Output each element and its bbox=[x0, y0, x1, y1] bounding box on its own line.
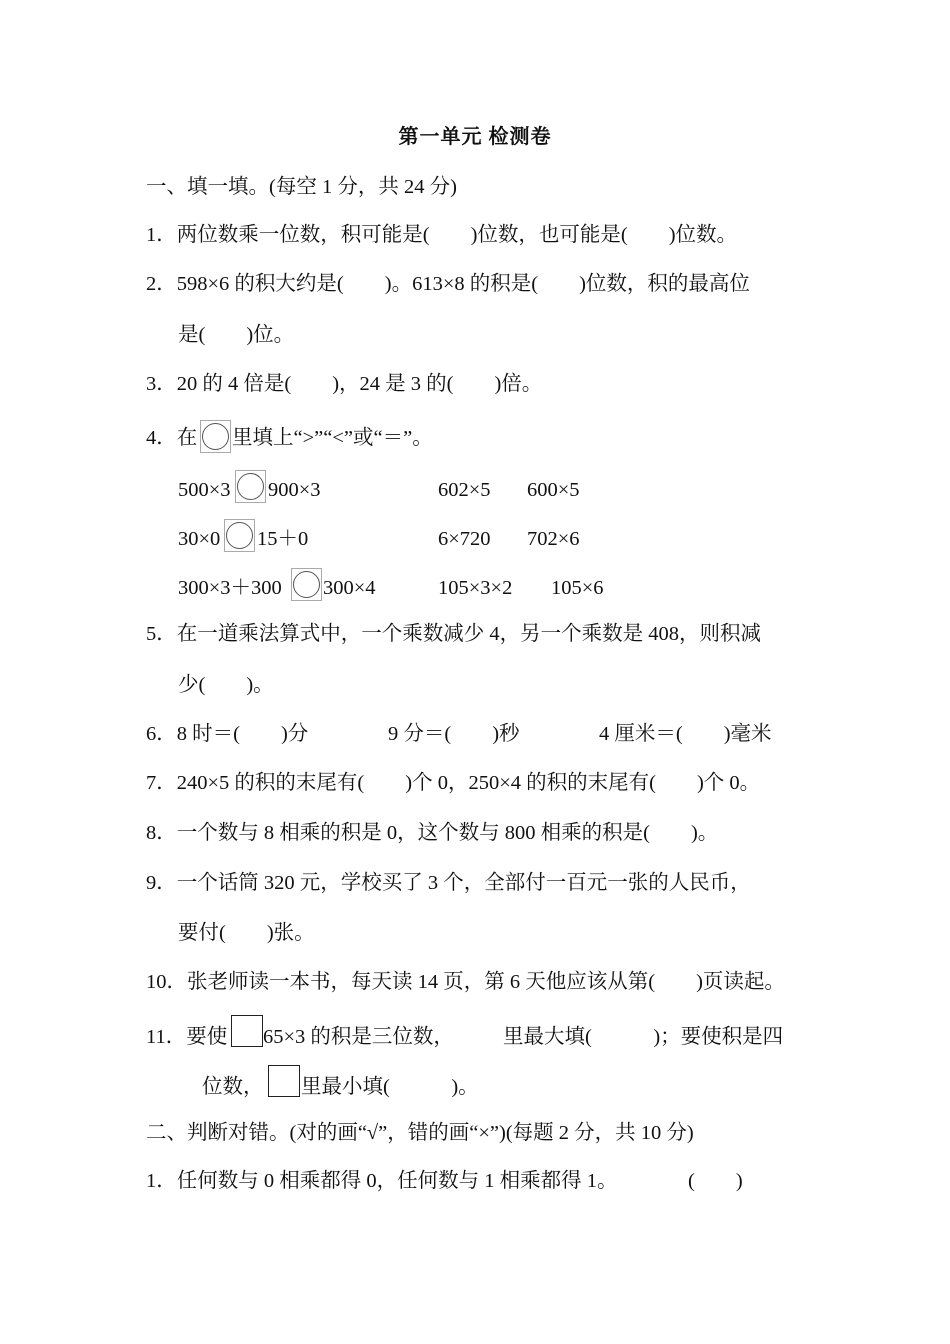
question-11-mid: 65×3 的积是三位数， bbox=[263, 1026, 454, 1048]
question-5-line1: 5．在一道乘法算式中，一个乘数减少 4，另一个乘数是 408，则积减 bbox=[146, 623, 761, 645]
question-6-part-b: 9 分＝( )秒 bbox=[388, 723, 520, 745]
compare-right-a: 602×5 bbox=[438, 479, 491, 501]
compare-left-a: 500×3 bbox=[178, 479, 231, 501]
judge-question-1: 1．任何数与 0 相乘都得 0，任何数与 1 相乘都得 1。 bbox=[146, 1170, 618, 1192]
question-6-part-c: 4 厘米＝( )毫米 bbox=[599, 723, 772, 745]
judge-answer-paren[interactable]: ( ) bbox=[688, 1170, 743, 1192]
question-11-line2-end: 里最小填( )。 bbox=[301, 1076, 479, 1098]
compare-right-a: 105×3×2 bbox=[438, 577, 513, 599]
question-3: 3．20 的 4 倍是( )，24 是 3 的( )倍。 bbox=[146, 373, 543, 395]
section1-heading: 一、填一填。(每空 1 分，共 24 分) bbox=[146, 176, 457, 198]
compare-right-b: 702×6 bbox=[527, 528, 580, 550]
answer-box-input[interactable] bbox=[268, 1065, 300, 1097]
answer-circle-input[interactable] bbox=[237, 473, 264, 500]
blank-circle-icon bbox=[202, 423, 229, 450]
question-4-instruction: 里填上“>”“<”或“＝”。 bbox=[232, 427, 433, 449]
answer-circle-input[interactable] bbox=[293, 571, 320, 598]
answer-box-input[interactable] bbox=[231, 1015, 263, 1047]
question-4-prefix: 4．在 bbox=[146, 427, 198, 449]
answer-circle-input[interactable] bbox=[226, 522, 253, 549]
question-2-line2: 是( )位。 bbox=[178, 324, 295, 346]
question-11-line2-start: 位数， bbox=[202, 1076, 264, 1098]
question-9-line2: 要付( )张。 bbox=[178, 922, 315, 944]
compare-right-a: 6×720 bbox=[438, 528, 491, 550]
compare-left-a: 30×0 bbox=[178, 528, 221, 550]
compare-left-b: 300×4 bbox=[323, 577, 376, 599]
section2-heading: 二、判断对错。(对的画“√”，错的画“×”)(每题 2 分，共 10 分) bbox=[146, 1122, 694, 1144]
compare-left-a: 300×3＋300 bbox=[178, 577, 282, 599]
page-title: 第一单元 检测卷 bbox=[398, 126, 552, 148]
compare-left-b: 15＋0 bbox=[257, 528, 309, 550]
question-5-line2: 少( )。 bbox=[178, 674, 274, 696]
question-11-start: 11．要使 bbox=[146, 1026, 228, 1048]
question-7: 7．240×5 的积的末尾有( )个 0，250×4 的积的末尾有( )个 0。 bbox=[146, 772, 761, 794]
question-1: 1．两位数乘一位数，积可能是( )位数，也可能是( )位数。 bbox=[146, 224, 738, 246]
question-10: 10．张老师读一本书，每天读 14 页，第 6 天他应该从第( )页读起。 bbox=[146, 971, 785, 993]
compare-left-b: 900×3 bbox=[268, 479, 321, 501]
question-9-line1: 9．一个话筒 320 元，学校买了 3 个，全部付一百元一张的人民币， bbox=[146, 872, 751, 894]
compare-right-b: 600×5 bbox=[527, 479, 580, 501]
question-8: 8．一个数与 8 相乘的积是 0，这个数与 800 相乘的积是( )。 bbox=[146, 822, 719, 844]
question-2-line1: 2．598×6 的积大约是( )。613×8 的积是( )位数，积的最高位 bbox=[146, 273, 750, 295]
question-6-part-a: 6．8 时＝( )分 bbox=[146, 723, 309, 745]
question-11-end: 里最大填( )；要使积是四 bbox=[503, 1026, 784, 1048]
compare-right-b: 105×6 bbox=[551, 577, 604, 599]
